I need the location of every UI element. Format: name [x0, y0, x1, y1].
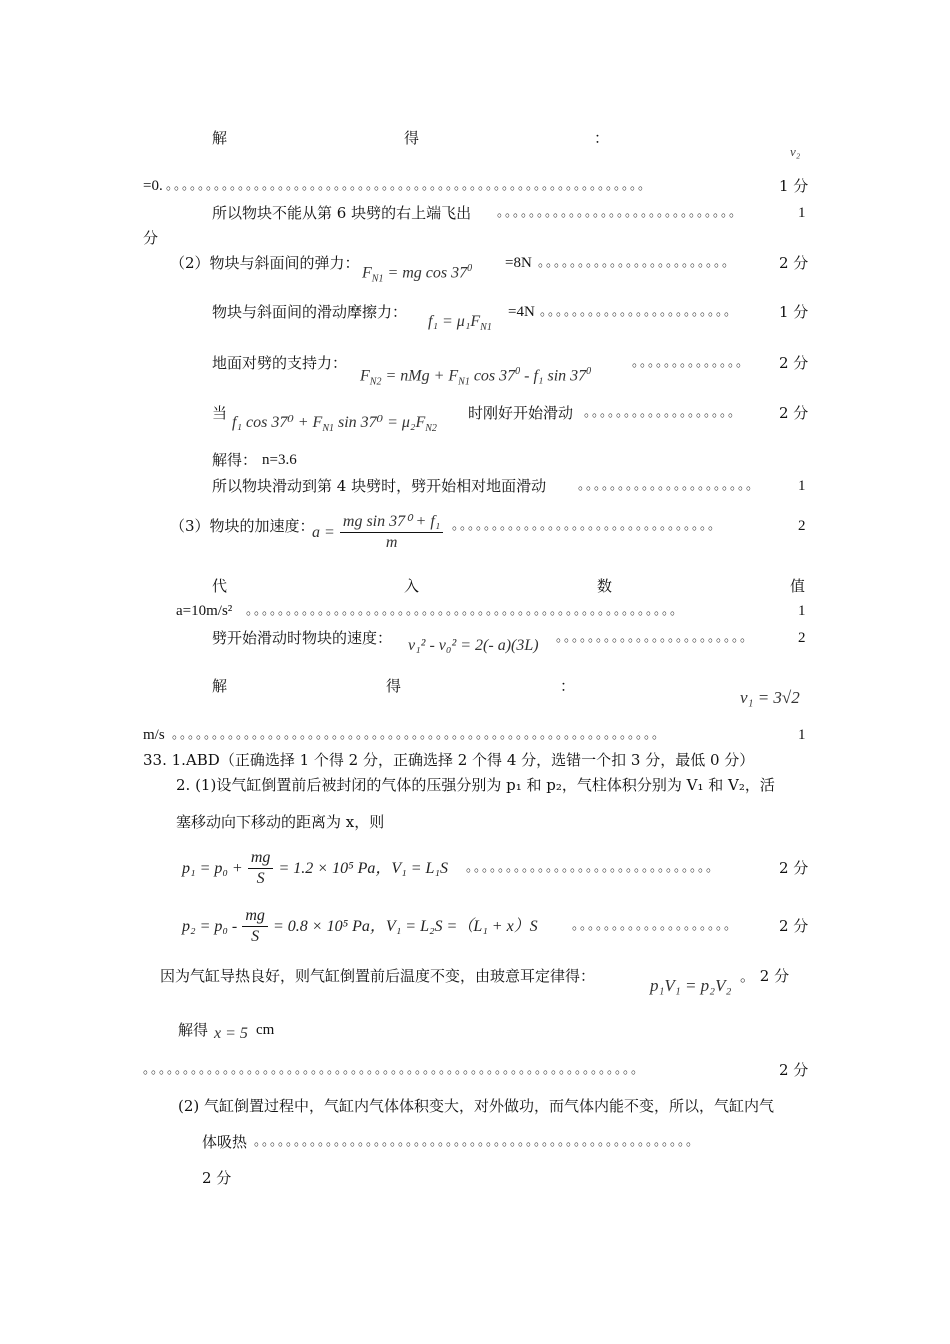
l11-score: 2: [798, 518, 806, 534]
leader-dots: 。。。。。。。。。。。。。。。。。。。。: [572, 918, 739, 933]
l22-score: 。 2 分: [740, 967, 790, 985]
l11-text: （3）物块的加速度：: [170, 517, 315, 535]
l12-zhi: 值: [790, 577, 806, 595]
l6-text: 物块与斜面间的滑动摩擦力：: [212, 303, 408, 321]
l6-formula: $f_1 = \mu_1F_{N1}$: [428, 313, 492, 334]
leader-dots: 。。。。。。。。。。。。。。。。。。。。。。。。: [540, 304, 739, 319]
l15-formula: v₁ = 3√2: [740, 688, 800, 707]
l1-colon: ：: [594, 129, 610, 147]
l14-formula: v₁² - v₀² = 2(- a)(3L): [408, 637, 539, 654]
l24-score: 2 分: [779, 1061, 809, 1079]
l9-text: 解得：: [212, 451, 258, 469]
l8-dang: 当: [212, 404, 228, 422]
leader-dots: 。。。。。。。。。。。。。。: [632, 355, 751, 370]
l7-score: 2 分: [779, 354, 809, 372]
l15-de: 得: [386, 677, 402, 695]
l16-score: 1: [798, 727, 806, 743]
l26-text: 体吸热: [202, 1133, 248, 1151]
l15-colon: ：: [560, 677, 576, 695]
l10-score: 1: [798, 478, 806, 494]
leader-dots: 。。。。。。。。。。。。。。。。。。。: [584, 405, 743, 420]
l8-formula: f₁ $\cos 37^0 + F_{N1}$ $\sin 37^0 = \mu_2F_{N2}$: [232, 414, 437, 435]
l12-dai: 代: [212, 577, 228, 595]
l8-score: 2 分: [779, 404, 809, 422]
l1-v2: v₂: [790, 144, 801, 159]
l12-ru: 入: [404, 577, 420, 595]
l19-text: 塞移动向下移动的距离为 x，则: [176, 813, 385, 831]
l13-score: 1: [798, 603, 806, 619]
l5-formula: $F_{N1}$ = mg $\cos 37^0$: [362, 263, 473, 285]
leader-dots: 。。。。。。。。。。。。。。。。。。。。。。。。。。。。。。。。。: [452, 518, 723, 533]
leader-dots: 。。。。。。。。。。。。。。。。。。。。。。。。。。。。。。。: [466, 860, 721, 875]
l8-text: 时刚好开始滑动: [468, 404, 574, 422]
l6-value: =4N: [508, 304, 535, 320]
l12-shu: 数: [597, 577, 613, 595]
l11-formula: a = $\frac{\text{mg sin 37⁰ + f₁}}{m}$: [312, 512, 443, 553]
l2-score: 1 分: [779, 177, 809, 195]
l7-text: 地面对劈的支持力：: [212, 354, 348, 372]
l23-formula: x = 5: [214, 1025, 248, 1042]
l21-score: 2 分: [779, 917, 809, 935]
l22-formula: p₁V₁ = p₂V₂: [650, 976, 732, 995]
l22-text: 因为气缸导热良好，则气缸倒置前后温度不变，由玻意耳定律得：: [160, 967, 596, 985]
leader-dots: 。。。。。。。。。。。。。。。。。。。。。。: [578, 478, 761, 493]
l20-formula: p₁ = p₀ + $\frac{mg}{S}$ = 1.2 × 10⁵ Pa，V₁ = L₁S: [182, 849, 448, 887]
leader-dots: 。。。。。。。。。。。。。。。。。。。。。。。。: [556, 630, 755, 645]
l13-value: a=10m/s²: [176, 603, 233, 619]
l9-value: n=3.6: [262, 452, 297, 468]
l14-text: 劈开始滑动时物块的速度：: [212, 629, 393, 647]
l20-score: 2 分: [779, 859, 809, 877]
leader-dots: 。。。。。。。。。。。。。。。。。。。。。。。。。。。。。。。。。。。。。。。。。。。。。。。。。。。。。。。。。。。。: [166, 178, 653, 193]
leader-dots: 。。。。。。。。。。。。。。。。。。。。。。。。。。。。。。。。。。。。。。。。。。。。。。。。。。。。。。。。。。。。。。: [143, 1062, 646, 1077]
l15-jie: 解: [212, 677, 228, 695]
l23-text: 解得: [178, 1021, 209, 1039]
leader-dots: 。。。。。。。。。。。。。。。。。。。。。。。。。。。。。。。。。。。。。。。。。。。。。。。。。。。。。。: [246, 603, 685, 618]
l27-text: 2 分: [202, 1169, 232, 1187]
l10-text: 所以物块滑动到第 4 块劈时，劈开始相对地面滑动: [212, 477, 547, 495]
l4-fen: 分: [143, 229, 159, 247]
leader-dots: 。。。。。。。。。。。。。。。。。。。。。。。。。。。。。。。。。。。。。。。。。。。。。。。。。。。。。。。: [254, 1134, 701, 1149]
l5-text: （2）物块与斜面间的弹力：: [170, 254, 360, 272]
l3-text: 所以物块不能从第 6 块劈的右上端飞出: [212, 204, 472, 222]
l5-value: =8N: [505, 255, 532, 271]
l23-unit: cm: [256, 1022, 275, 1038]
l1-de: 得: [404, 129, 420, 147]
l2-value: =0.: [143, 178, 163, 194]
l17-text: 33. 1.ABD（正确选择 1 个得 2 分，正确选择 2 个得 4 分，选错一个扣 3 分，最低 0 分）: [143, 751, 755, 769]
leader-dots: 。。。。。。。。。。。。。。。。。。。。。。。。: [538, 255, 737, 270]
l14-score: 2: [798, 630, 806, 646]
l16-unit: m/s: [143, 727, 165, 743]
l5-score: 2 分: [779, 254, 809, 272]
l18-text: 2. (1)设气缸倒置前后被封闭的气体的压强分别为 p₁ 和 p₂，气柱体积分别为 V₁ 和 V₂，活: [176, 776, 775, 794]
l21-formula: p₂ = p₀ - $\frac{mg}{S}$ = 0.8 × 10⁵ Pa，V₁ = L₂S =（L₁ + x）S: [182, 907, 538, 945]
leader-dots: 。。。。。。。。。。。。。。。。。。。。。。。。。。。。。。: [497, 205, 744, 220]
l7-formula: $F_{N2}$ = nMg + $F_{N1}$ $\cos 37^0 - f_1$ $\sin 37^0$: [360, 366, 592, 388]
l1-jie: 解: [212, 129, 228, 147]
leader-dots: 。。。。。。。。。。。。。。。。。。。。。。。。。。。。。。。。。。。。。。。。。。。。。。。。。。。。。。。。。。。。。: [172, 727, 667, 742]
l3-score: 1: [798, 205, 806, 221]
l6-score: 1 分: [779, 303, 809, 321]
l25-text: (2) 气缸倒置过程中，气缸内气体体积变大，对外做功，而气体内能不变，所以，气缸内气: [178, 1097, 775, 1115]
